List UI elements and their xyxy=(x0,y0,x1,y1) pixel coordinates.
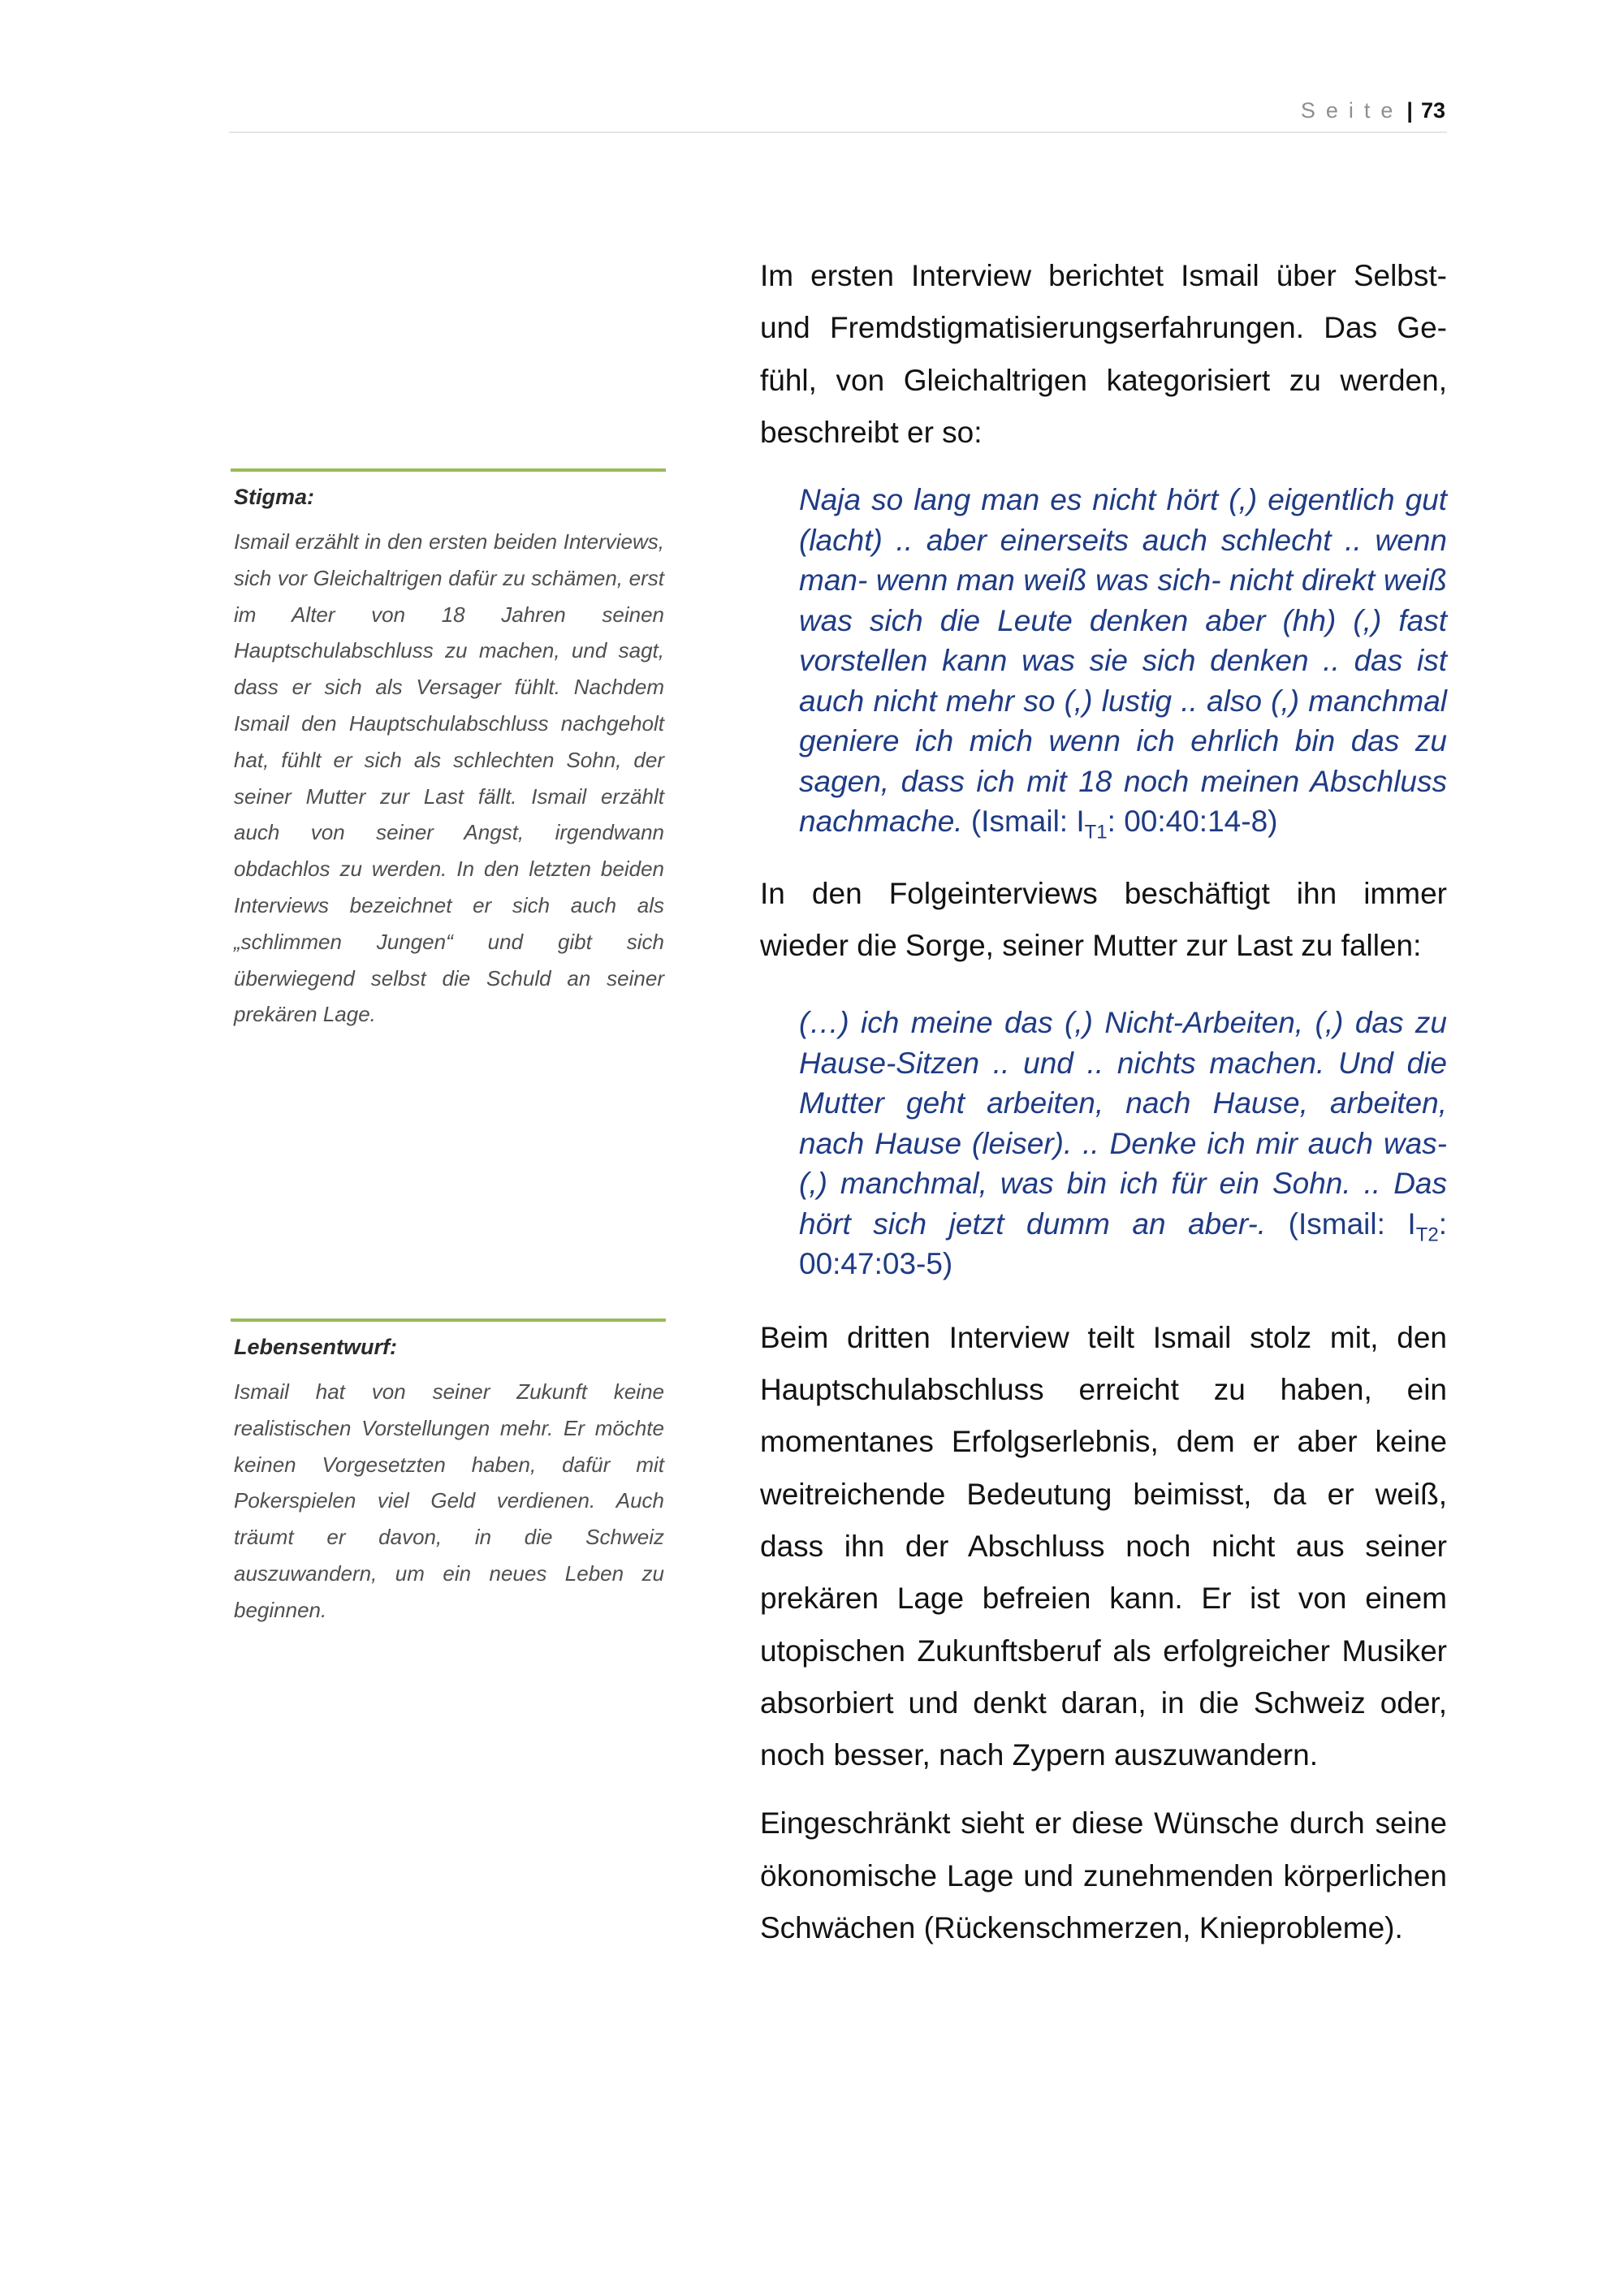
sidenote-title: Stigma: xyxy=(234,485,315,509)
page-header xyxy=(229,96,1447,133)
citation-prefix: (Ismail: I xyxy=(970,805,1085,839)
sidenote-body: Ismail erzählt in den ersten beiden Interviews, sich vor Gleichaltrigen dafür zu schämen, erst im Alter von 18 Jahren seinen Hauptschulabschluss zu machen, und sagt, dass er sich als Versager fühlt. Nachdem Ismail den Hauptschulabschluss nachgeholt hat, fühlt er sich als schlechten Sohn, der seiner Mutter zur Last fällt. Ismail erzählt auch von seiner Angst, irgendwann obdachlos zu werden. In den letzten beiden Interviews bezeichnet er sich auch als „schlimmen Jungen“ und gibt sich überwiegend selbst die Schuld an seiner prekären Lage. xyxy=(234,529,664,1027)
page-number-label xyxy=(1301,97,1445,123)
paragraph: In den Folgeinterviews beschäftigt ihn immer wieder die Sorge, seiner Mutter zur Last zu fallen: xyxy=(760,876,1447,962)
page-number: 73 xyxy=(1420,98,1445,123)
sidenote-lebensentwurf xyxy=(231,1318,666,1629)
paragraph: Im ersten Interview berichtet Ismail über Selbst- und Fremdstigmatisierungserfahrungen. Das Gefühl, von Gleichaltrigen kategorisiert zu werden, beschreibt er so: xyxy=(760,259,1447,449)
main-text-column xyxy=(760,250,1447,1954)
quote-text: (…) ich meine das (,) Nicht-Arbeiten, (,) das zu Hause-Sitzen .. und .. nichts machen. Und die Mutter geht arbeiten, nach Hause, arbeiten, nach Hause (leiser). .. Denke ich mir auch was- (,) manchmal, was bin ich für ein Sohn. .. Das hört sich jetzt dumm an aber-. xyxy=(799,1006,1447,1241)
citation-prefix: (Ismail: I xyxy=(1288,1206,1416,1241)
citation-subscript: T2 xyxy=(1415,1224,1439,1246)
sidenote-stigma xyxy=(231,468,666,1033)
interview-quote xyxy=(799,480,1447,842)
header-separator: | xyxy=(1406,98,1413,123)
citation-suffix: : 00:47:03-5) xyxy=(799,1206,1448,1281)
interview-quote xyxy=(799,1003,1447,1284)
sidenote-title: Lebensentwurf: xyxy=(234,1335,398,1359)
quote-citation xyxy=(970,805,1278,844)
sidenote-body: Ismail hat von seiner Zukunft keine realistischen Vorstellungen mehr. Er möchte keinen Vorgesetzten haben, dafür mit Pokerspielen viel Geld verdienen. Auch träumt er davon, in die Schweiz auszuwandern, um ein neues Leben zu beginnen. xyxy=(234,1379,664,1622)
quote-text: Naja so lang man es nicht hört (,) eigentlich gut (lacht) .. aber einerseits auch schlecht .. wenn man- wenn man weiß was sich- nicht direkt weiß was sich die Leute denken aber (hh) (,) fast vorstellen kann was sie sich denken .. das ist auch nicht mehr so (,) lustig .. also (,) manchmal geniere ich mich wenn ich ehrlich bin das zu sagen, dass ich mit 18 noch meinen Abschluss nachmache. xyxy=(799,483,1447,839)
citation-suffix: : 00:40:14-8) xyxy=(1107,805,1278,839)
paragraph: Beim dritten Interview teilt Ismail stolz mit, den Hauptschulabschluss erreicht zu haben, ein momentanes Erfolgserlebnis, dem er aber keine weitreichende Bedeutung beimisst, da er weiß, dass ihn der Abschluss noch nicht aus seiner prekären Lage befreien kann. Er ist von einem utopischen Zukunftsberuf als erfolgreicher Musiker absorbiert und denkt daran, in die Schweiz oder, noch besser, nach Zypern auszuwandern. xyxy=(760,1320,1447,1772)
citation-subscript: T1 xyxy=(1084,821,1108,844)
paragraph: Eingeschränkt sieht er diese Wünsche durch seine ökonomische Lage und zunehmenden körperlichen Schwächen (Rückenschmerzen, Knieprobleme). xyxy=(760,1806,1447,1945)
header-word: Seite xyxy=(1300,98,1404,123)
